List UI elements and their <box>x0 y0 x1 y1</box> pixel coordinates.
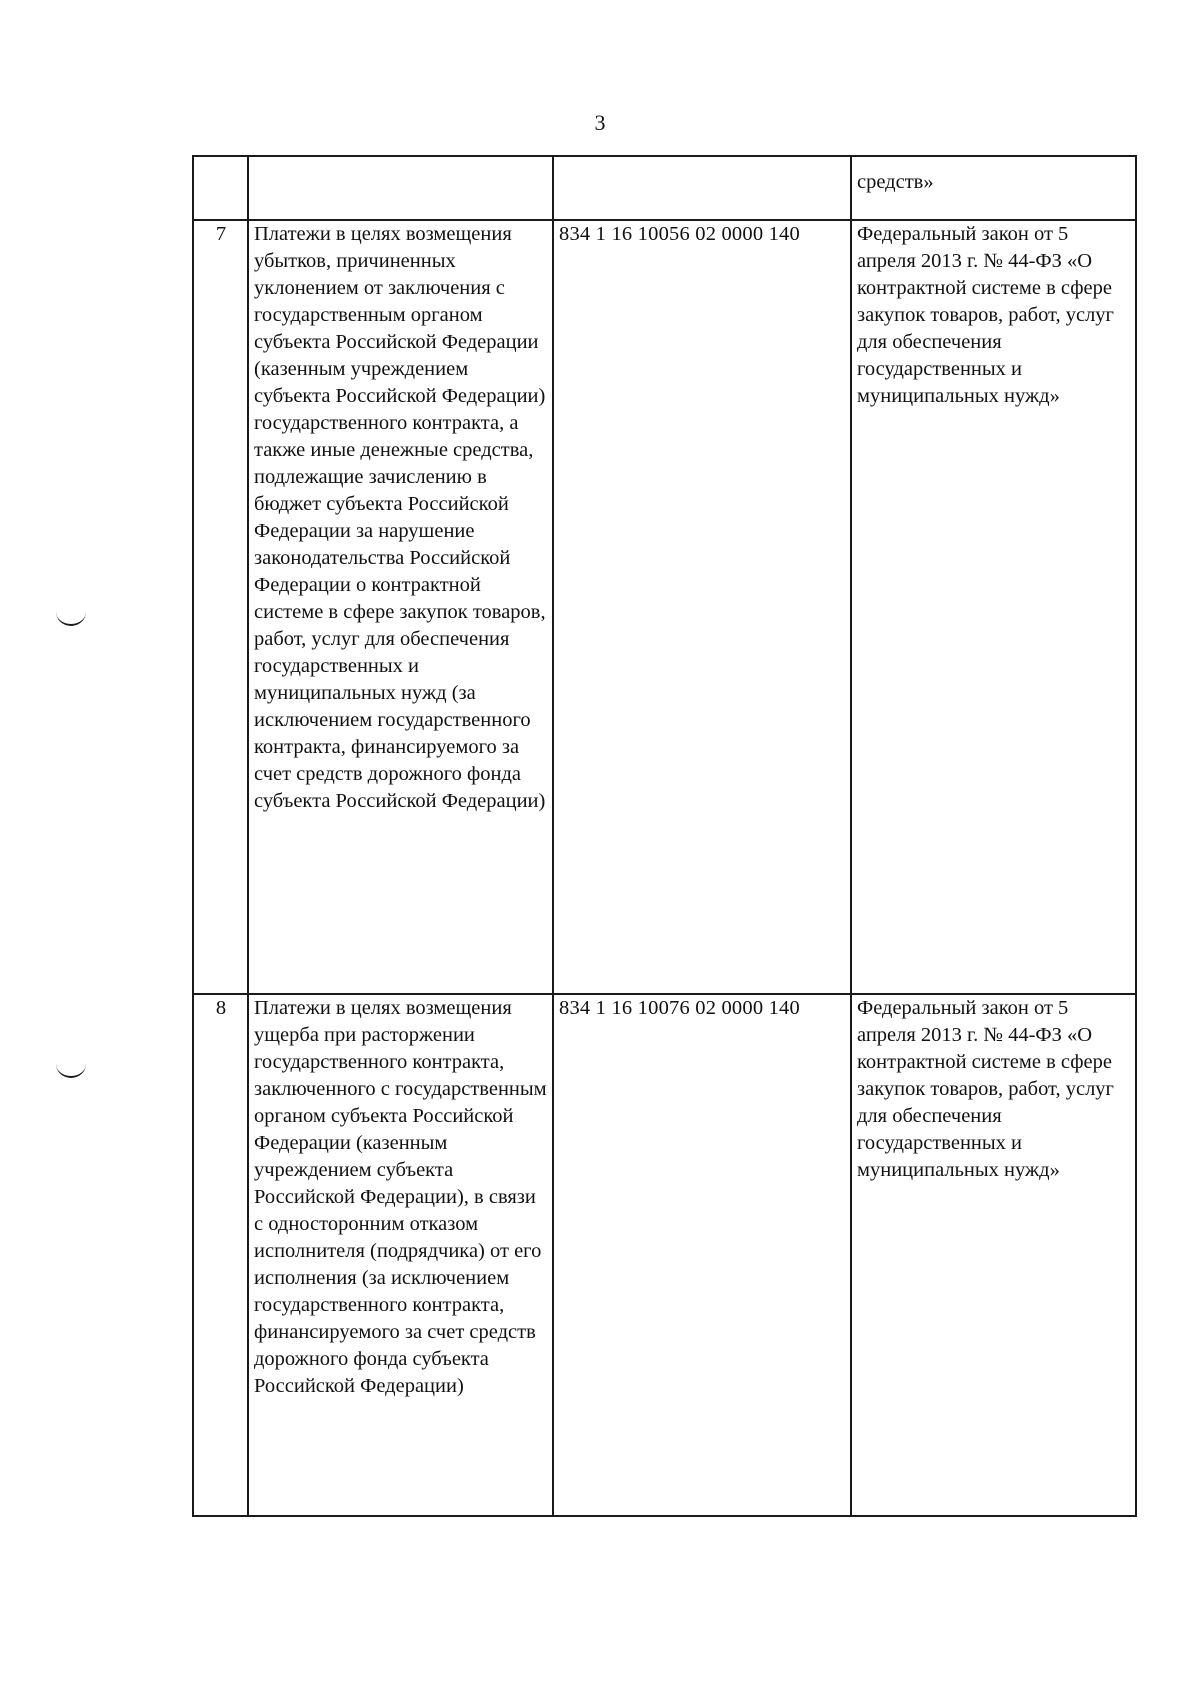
legal-basis-cell: Федеральный закон от 5 апреля 2013 г. № 44-ФЗ «О контрактной системе в сфере закупок товаров, работ, услуг для обеспечения государственных и муниципальных нужд» <box>851 994 1136 1516</box>
row-number-cell: 7 <box>193 220 248 994</box>
payment-name-cell: Платежи в целях возмещения ущерба при расторжении государственного контракта, заключенного с государственным органом субъекта Российской Федерации (казенным учреждением субъекта Российской Федерации), в связи с односторонним отказом исполнителя (подрядчика) от его исполнения (за исключением государственного контракта, финансируемого за счет средств дорожного фонда субъекта Российской Федерации) <box>248 994 553 1516</box>
row-number-cell: 8 <box>193 994 248 1516</box>
payment-name-cell <box>248 156 553 220</box>
income-codes-table <box>192 155 1137 1517</box>
budget-code-cell: 834 1 16 10056 02 0000 140 <box>553 220 851 994</box>
row-number-cell <box>193 156 248 220</box>
budget-code-cell: 834 1 16 10076 02 0000 140 <box>553 994 851 1516</box>
legal-basis-cell: средств» <box>851 156 1136 220</box>
payment-name-cell: Платежи в целях возмещения убытков, причиненных уклонением от заключения с государственным органом субъекта Российской Федерации (казенным учреждением субъекта Российской Федерации) государственного контракта, а также иные денежные средства, подлежащие зачислению в бюджет субъекта Российской Федерации за нарушение законодательства Российской Федерации о контрактной системе в сфере закупок товаров, работ, услуг для обеспечения государственных и муниципальных нужд (за исключением государственного контракта, финансируемого за счет средств дорожного фонда субъекта Российской Федерации) <box>248 220 553 994</box>
table-row <box>193 994 1136 1516</box>
table-row <box>193 220 1136 994</box>
margin-bracket-mark <box>56 1064 86 1078</box>
page-number: 3 <box>594 110 606 135</box>
legal-basis-cell: Федеральный закон от 5 апреля 2013 г. № 44-ФЗ «О контрактной системе в сфере закупок товаров, работ, услуг для обеспечения государственных и муниципальных нужд» <box>851 220 1136 994</box>
table-row <box>193 156 1136 220</box>
budget-code-cell <box>553 156 851 220</box>
margin-bracket-mark <box>56 612 86 626</box>
